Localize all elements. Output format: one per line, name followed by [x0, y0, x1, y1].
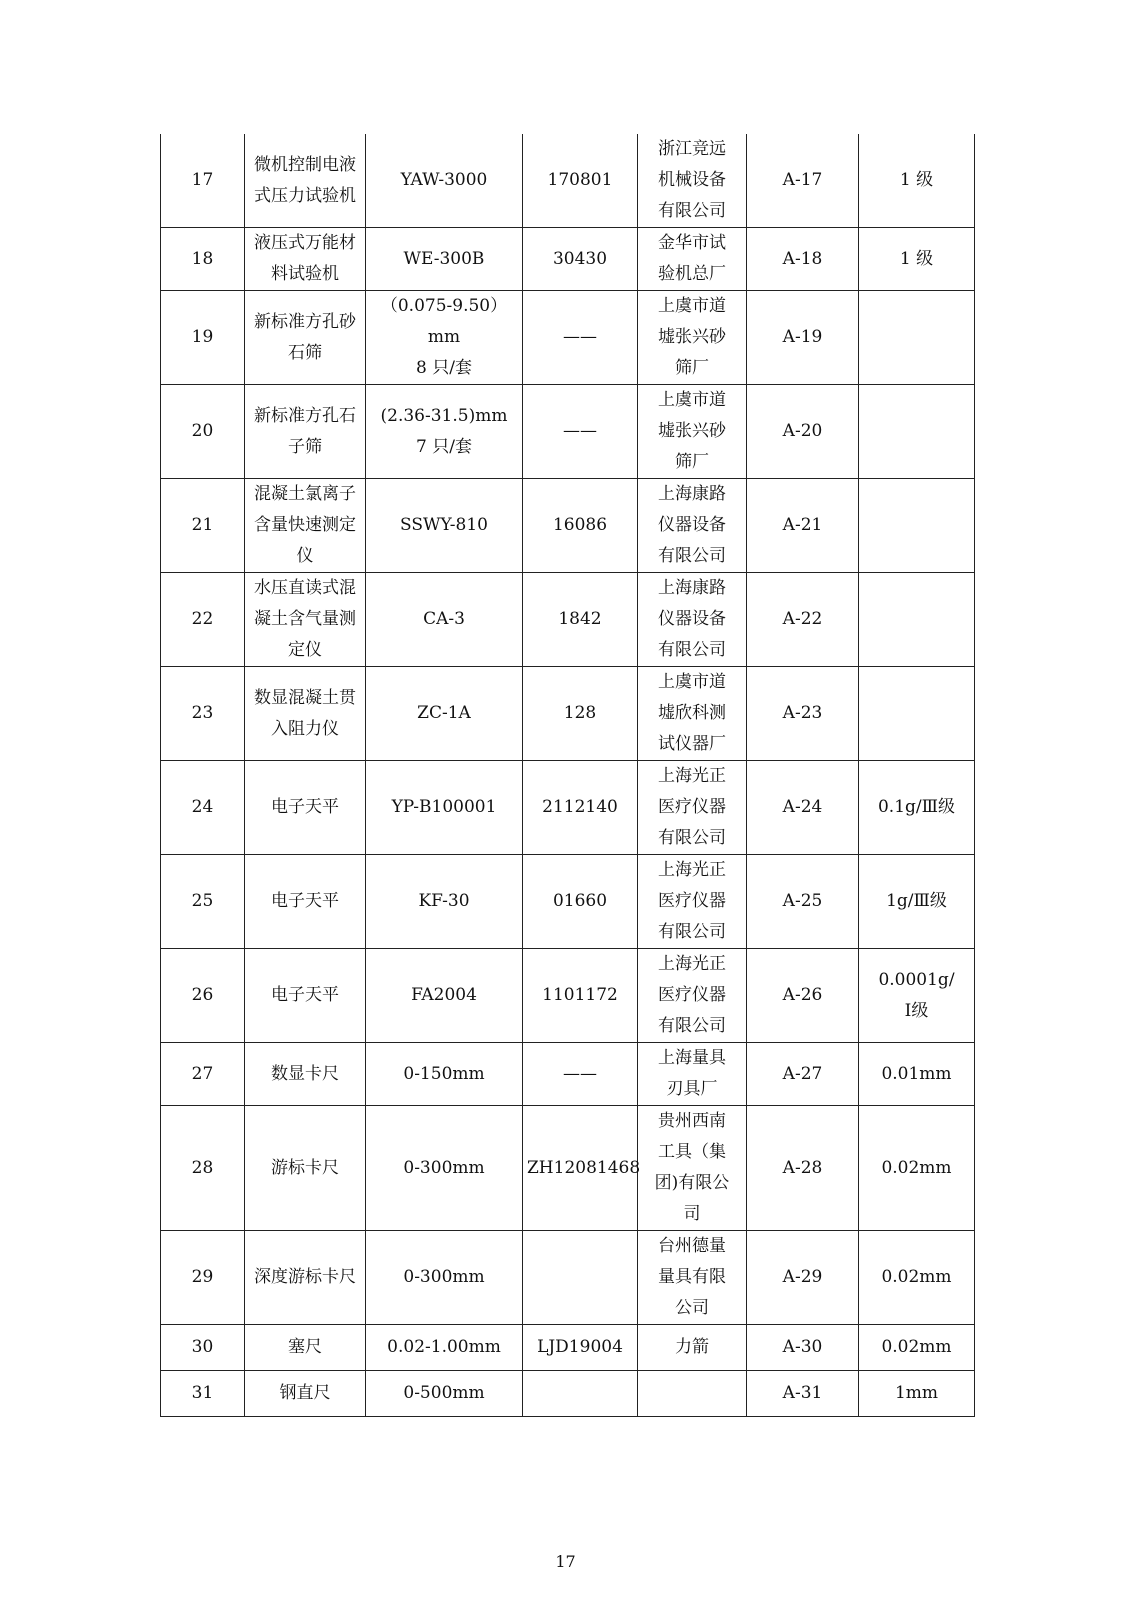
- table-row: [161, 291, 975, 385]
- cell-equipment-code: A-30: [747, 1325, 859, 1371]
- cell-text-line: 上海光正: [658, 766, 726, 786]
- cell-text-line: 游标卡尺: [271, 1157, 339, 1178]
- cell-text-line: 上虞市道: [658, 672, 726, 692]
- cell-number: 21: [161, 479, 245, 573]
- cell-manufacturer: [638, 1371, 747, 1417]
- table-row: [161, 228, 975, 291]
- cell-serial-number: [523, 761, 638, 855]
- cell-equipment-name: [245, 1043, 366, 1106]
- cell-text-line: 上虞市道: [658, 296, 726, 316]
- cell-text-line: 筛厂: [675, 452, 709, 472]
- cell-serial-number: [523, 573, 638, 667]
- cell-serial-number: [523, 1371, 638, 1417]
- table-row: [161, 1106, 975, 1231]
- cell-text-line: 筛厂: [675, 358, 709, 378]
- cell-model-spec: [366, 1043, 523, 1106]
- cell-manufacturer: [638, 134, 747, 228]
- cell-text-line: 机械设备: [658, 170, 726, 190]
- cell-text-line: 力箭: [675, 1337, 709, 1357]
- cell-text-line: 0.0001g/: [878, 969, 955, 990]
- cell-serial-number: [523, 291, 638, 385]
- cell-manufacturer: [638, 761, 747, 855]
- cell-text-line: 电子天平: [271, 797, 339, 817]
- cell-number: 22: [161, 573, 245, 667]
- cell-text-line: ZC-1A: [417, 703, 471, 723]
- cell-manufacturer: [638, 228, 747, 291]
- cell-manufacturer: [638, 291, 747, 385]
- cell-text-line: 微机控制电液: [254, 154, 356, 175]
- cell-equipment-code: A-24: [747, 761, 859, 855]
- cell-accuracy-grade: [859, 1231, 975, 1325]
- cell-text-line: ——: [563, 421, 597, 441]
- cell-number: 17: [161, 134, 245, 228]
- cell-accuracy-grade: [859, 228, 975, 291]
- cell-manufacturer: [638, 1325, 747, 1371]
- cell-model-spec: [366, 385, 523, 479]
- cell-text-line: 1 级: [899, 170, 934, 190]
- cell-text-line: 水压直读式混: [254, 578, 356, 598]
- cell-manufacturer: [638, 479, 747, 573]
- cell-model-spec: [366, 1231, 523, 1325]
- table-row: [161, 1325, 975, 1371]
- cell-model-spec: [366, 291, 523, 385]
- cell-text-line: 混凝土氯离子: [254, 484, 356, 504]
- cell-text-line: 0.02mm: [881, 1157, 952, 1178]
- cell-model-spec: [366, 479, 523, 573]
- cell-text-line: mm: [427, 327, 461, 347]
- cell-equipment-code: A-18: [747, 228, 859, 291]
- cell-text-line: 式压力试验机: [254, 185, 356, 206]
- cell-accuracy-grade: [859, 949, 975, 1043]
- cell-text-line: 1g/Ⅲ级: [886, 891, 947, 911]
- cell-equipment-name: [245, 667, 366, 761]
- cell-number: 26: [161, 949, 245, 1043]
- cell-equipment-code: A-25: [747, 855, 859, 949]
- cell-text-line: 1101172: [542, 985, 618, 1005]
- cell-text-line: 仪器设备: [658, 609, 726, 629]
- cell-serial-number: [523, 855, 638, 949]
- cell-text-line: SSWY-810: [399, 515, 488, 535]
- cell-text-line: ——: [563, 327, 597, 347]
- cell-accuracy-grade: [859, 134, 975, 228]
- cell-text-line: 电子天平: [271, 891, 339, 911]
- cell-text-line: 有限公司: [658, 1016, 726, 1036]
- cell-text-line: 新标准方孔石: [254, 405, 356, 426]
- cell-accuracy-grade: [859, 1106, 975, 1231]
- cell-text-line: FA2004: [411, 985, 477, 1005]
- cell-text-line: 2112140: [542, 797, 618, 817]
- cell-text-line: 上海光正: [658, 860, 726, 880]
- cell-model-spec: [366, 1325, 523, 1371]
- cell-text-line: 钢直尺: [279, 1383, 331, 1403]
- cell-model-spec: [366, 1106, 523, 1231]
- cell-accuracy-grade: [859, 479, 975, 573]
- cell-text-line: 数显卡尺: [271, 1063, 339, 1084]
- cell-model-spec: [366, 855, 523, 949]
- cell-text-line: 有限公司: [658, 201, 726, 221]
- cell-equipment-code: A-20: [747, 385, 859, 479]
- cell-accuracy-grade: [859, 1043, 975, 1106]
- equipment-table: [160, 134, 975, 1417]
- table-row: [161, 573, 975, 667]
- cell-text-line: 深度游标卡尺: [254, 1267, 356, 1287]
- cell-accuracy-grade: [859, 1371, 975, 1417]
- cell-number: 24: [161, 761, 245, 855]
- cell-number: 31: [161, 1371, 245, 1417]
- cell-model-spec: [366, 1371, 523, 1417]
- cell-text-line: 工具（集: [658, 1142, 726, 1162]
- cell-text-line: 仪器设备: [658, 515, 726, 535]
- cell-text-line: 定仪: [288, 640, 322, 660]
- cell-text-line: CA-3: [423, 609, 465, 629]
- cell-serial-number: [523, 134, 638, 228]
- table-row: [161, 479, 975, 573]
- cell-text-line: YP-B100001: [391, 797, 497, 817]
- cell-text-line: 团)有限公: [654, 1173, 730, 1193]
- cell-text-line: 0-300mm: [403, 1267, 485, 1287]
- cell-equipment-code: A-17: [747, 134, 859, 228]
- cell-text-line: 医疗仪器: [658, 797, 726, 817]
- cell-accuracy-grade: [859, 573, 975, 667]
- cell-accuracy-grade: [859, 385, 975, 479]
- page-number: 17: [555, 1552, 576, 1571]
- cell-equipment-name: [245, 1325, 366, 1371]
- cell-text-line: 浙江竞远: [658, 139, 726, 159]
- cell-equipment-code: A-29: [747, 1231, 859, 1325]
- cell-manufacturer: [638, 667, 747, 761]
- cell-text-line: 01660: [552, 891, 608, 911]
- cell-serial-number: [523, 667, 638, 761]
- cell-text-line: 数显混凝土贯: [254, 687, 356, 708]
- cell-serial-number: [523, 1106, 641, 1231]
- cell-text-line: 有限公司: [658, 828, 726, 848]
- cell-text-line: 1mm: [894, 1383, 939, 1403]
- cell-model-spec: [366, 228, 523, 291]
- cell-equipment-code: A-22: [747, 573, 859, 667]
- cell-serial-number: [523, 228, 638, 291]
- cell-text-line: 0.01mm: [881, 1063, 952, 1084]
- cell-text-line: 128: [563, 703, 597, 723]
- cell-model-spec: [366, 573, 523, 667]
- cell-text-line: 0-300mm: [403, 1157, 485, 1178]
- cell-manufacturer: [638, 855, 747, 949]
- cell-equipment-code: A-31: [747, 1371, 859, 1417]
- cell-text-line: 凝土含气量测: [254, 609, 356, 629]
- cell-manufacturer: [638, 949, 747, 1043]
- cell-text-line: 上海光正: [658, 954, 726, 974]
- cell-equipment-name: [245, 1106, 366, 1231]
- cell-number: 18: [161, 228, 245, 291]
- cell-text-line: 刃具厂: [666, 1079, 718, 1099]
- cell-accuracy-grade: [859, 667, 975, 761]
- cell-text-line: 7 只/套: [416, 436, 472, 457]
- cell-number: 30: [161, 1325, 245, 1371]
- cell-accuracy-grade: [859, 761, 975, 855]
- cell-text-line: 塞尺: [288, 1337, 322, 1357]
- cell-text-line: 有限公司: [658, 546, 726, 566]
- cell-serial-number: [523, 1231, 638, 1325]
- cell-equipment-code: A-27: [747, 1043, 859, 1106]
- cell-text-line: 上虞市道: [658, 390, 726, 410]
- cell-text-line: 0-500mm: [403, 1383, 485, 1403]
- cell-equipment-name: [245, 385, 366, 479]
- cell-number: 23: [161, 667, 245, 761]
- cell-number: 20: [161, 385, 245, 479]
- cell-text-line: 新标准方孔砂: [254, 311, 356, 332]
- cell-text-line: KF-30: [418, 891, 470, 911]
- cell-text-line: 墟欣科测: [658, 703, 726, 723]
- cell-number: 25: [161, 855, 245, 949]
- table-row: [161, 134, 975, 228]
- cell-equipment-name: [245, 479, 366, 573]
- cell-text-line: 0.02mm: [881, 1337, 952, 1357]
- cell-equipment-code: A-19: [747, 291, 859, 385]
- table-body: [161, 134, 975, 1417]
- cell-number: 28: [161, 1106, 245, 1231]
- cell-text-line: 墟张兴砂: [658, 327, 726, 347]
- cell-text-line: 贵州西南: [658, 1111, 726, 1131]
- cell-manufacturer: [638, 1231, 747, 1325]
- cell-accuracy-grade: [859, 1325, 975, 1371]
- cell-equipment-code: A-28: [747, 1106, 859, 1231]
- cell-text-line: 入阻力仪: [271, 718, 339, 739]
- cell-text-line: YAW-3000: [400, 170, 488, 190]
- cell-text-line: 电子天平: [271, 985, 339, 1005]
- cell-text-line: 金华市试: [658, 233, 726, 253]
- cell-text-line: 医疗仪器: [658, 891, 726, 911]
- cell-equipment-name: [245, 855, 366, 949]
- table-row: [161, 1371, 975, 1417]
- cell-equipment-code: A-21: [747, 479, 859, 573]
- cell-serial-number: [523, 949, 638, 1043]
- cell-text-line: 石筛: [288, 342, 322, 363]
- cell-text-line: 0.02-1.00mm: [387, 1337, 501, 1357]
- cell-equipment-name: [245, 573, 366, 667]
- cell-text-line: 0.1g/Ⅲ级: [877, 797, 956, 817]
- cell-text-line: 试仪器厂: [658, 734, 726, 754]
- cell-text-line: 0.02mm: [881, 1267, 952, 1287]
- cell-text-line: 有限公司: [658, 922, 726, 942]
- cell-accuracy-grade: [859, 855, 975, 949]
- cell-text-line: 170801: [547, 170, 613, 190]
- cell-number: 29: [161, 1231, 245, 1325]
- table-row: [161, 855, 975, 949]
- cell-manufacturer: [638, 1043, 747, 1106]
- cell-text-line: 仪: [296, 546, 314, 566]
- cell-model-spec: [366, 761, 523, 855]
- table-row: [161, 1231, 975, 1325]
- cell-text-line: 液压式万能材: [254, 233, 356, 253]
- table-row: [161, 385, 975, 479]
- cell-text-line: 上海康路: [658, 578, 726, 598]
- cell-serial-number: [523, 1325, 638, 1371]
- cell-text-line: 上海康路: [658, 484, 726, 504]
- cell-number: 19: [161, 291, 245, 385]
- table-row: [161, 949, 975, 1043]
- cell-text-line: 16086: [552, 515, 608, 535]
- cell-model-spec: [366, 134, 523, 228]
- cell-equipment-name: [245, 1231, 366, 1325]
- cell-equipment-name: [245, 949, 366, 1043]
- cell-text-line: 含量快速测定: [254, 515, 356, 535]
- cell-equipment-name: [245, 761, 366, 855]
- cell-manufacturer: [638, 573, 747, 667]
- cell-text-line: 验机总厂: [658, 264, 726, 284]
- cell-model-spec: [366, 949, 523, 1043]
- cell-equipment-code: A-26: [747, 949, 859, 1043]
- cell-serial-number: [523, 479, 638, 573]
- cell-number: 27: [161, 1043, 245, 1106]
- cell-manufacturer: [638, 1106, 747, 1231]
- cell-text-line: 子筛: [288, 436, 322, 457]
- cell-text-line: 料试验机: [271, 264, 339, 284]
- cell-text-line: LJD19004: [537, 1337, 623, 1357]
- cell-equipment-code: A-23: [747, 667, 859, 761]
- cell-text-line: 司: [683, 1204, 701, 1224]
- cell-text-line: ZH12081468: [527, 1157, 641, 1178]
- cell-text-line: 1 级: [899, 248, 934, 269]
- cell-equipment-name: [245, 228, 366, 291]
- cell-text-line: (2.36-31.5)mm: [380, 405, 508, 426]
- cell-model-spec: [366, 667, 523, 761]
- cell-manufacturer: [638, 385, 747, 479]
- cell-equipment-name: [245, 1371, 366, 1417]
- table-row: [161, 761, 975, 855]
- cell-text-line: 公司: [675, 1298, 709, 1318]
- cell-text-line: （0.075-9.50）: [380, 296, 508, 316]
- table-row: [161, 667, 975, 761]
- cell-text-line: 墟张兴砂: [658, 421, 726, 441]
- cell-text-line: 8 只/套: [416, 358, 472, 378]
- cell-text-line: 1842: [558, 609, 602, 629]
- cell-text-line: Ⅰ级: [904, 1000, 929, 1021]
- cell-text-line: 量具有限: [658, 1267, 726, 1287]
- cell-text-line: WE-300B: [403, 248, 485, 269]
- cell-equipment-name: [245, 134, 366, 228]
- cell-text-line: 有限公司: [658, 640, 726, 660]
- cell-text-line: 台州德量: [658, 1236, 726, 1256]
- cell-text-line: 上海量具: [658, 1048, 726, 1068]
- cell-text-line: 医疗仪器: [658, 985, 726, 1005]
- cell-serial-number: [523, 1043, 638, 1106]
- cell-equipment-name: [245, 291, 366, 385]
- cell-text-line: ——: [563, 1063, 597, 1084]
- cell-accuracy-grade: [859, 291, 975, 385]
- cell-serial-number: [523, 385, 638, 479]
- cell-text-line: 30430: [552, 248, 608, 269]
- cell-text-line: 0-150mm: [403, 1063, 485, 1084]
- table-row: [161, 1043, 975, 1106]
